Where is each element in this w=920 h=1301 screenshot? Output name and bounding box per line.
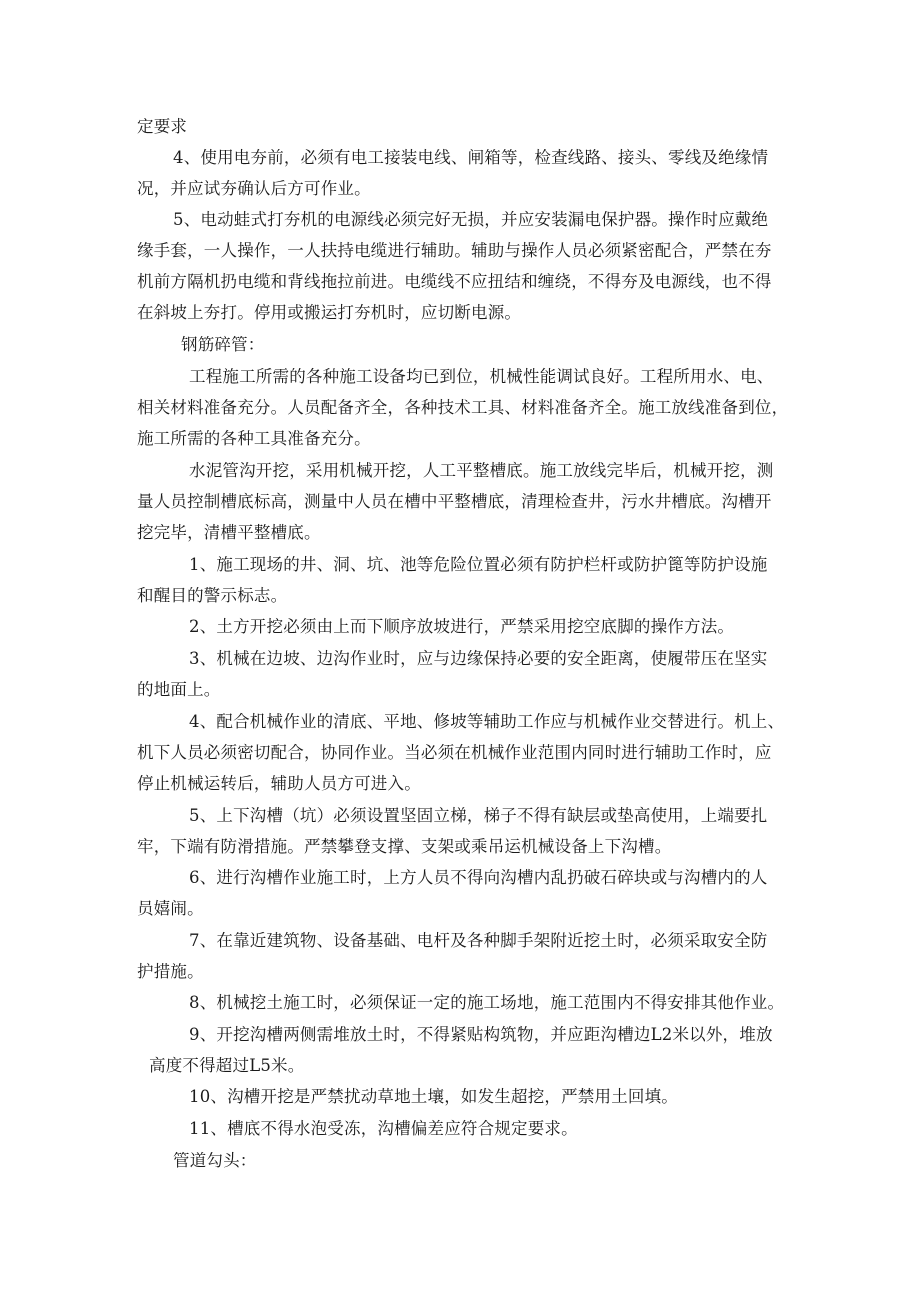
text-line: 10、沟槽开挖是严禁扰动草地土壤，如发生超挖，严禁用土回填。 xyxy=(189,1087,678,1106)
text-line: 在斜坡上夯打。停用或搬运打夯机时，应切断电源。 xyxy=(137,303,522,322)
text-line: 缘手套，一人操作，一人扶持电缆进行辅助。辅助与操作人员必须紧密配合，严禁在夯 xyxy=(137,241,772,260)
text-line: 机下人员必须密切配合，协同作业。当必须在机械作业范围内同时进行辅助工作时，应 xyxy=(137,743,772,762)
text-line: 4、配合机械作业的清底、平地、修坡等辅助工作应与机械作业交替进行。机上、 xyxy=(189,712,785,731)
text-line: 11、槽底不得水泡受冻，沟槽偏差应符合规定要求。 xyxy=(189,1119,578,1138)
text-line: 的地面上。 xyxy=(137,680,221,699)
text-line: 工程施工所需的各种施工设备均已到位，机械性能调试良好。工程所用水、电、 xyxy=(189,367,774,386)
text-line: 挖完毕，清槽平整槽底。 xyxy=(137,523,321,542)
text-line: 高度不得超过L5米。 xyxy=(149,1056,305,1075)
text-line: 9、开挖沟槽两侧需堆放土时，不得紧贴构筑物，并应距沟槽边L2米以外，堆放 xyxy=(189,1025,773,1044)
text-line: 和醒目的警示标志。 xyxy=(137,586,288,605)
text-line: 况，并应试夯确认后方可作业。 xyxy=(137,179,371,198)
text-line: 停止机械运转后，辅助人员方可进入。 xyxy=(137,774,421,793)
text-line: 护措施。 xyxy=(137,962,204,981)
text-line: 8、机械挖土施工时，必须保证一定的施工场地，施工范围内不得安排其他作业。 xyxy=(189,993,785,1012)
text-line: 5、上下沟槽（坑）必须设置坚固立梯，梯子不得有缺层或垫高使用，上端要扎 xyxy=(189,806,768,825)
text-line: 水泥管沟开挖，采用机械开挖，人工平整槽底。施工放线完毕后，机械开挖，测 xyxy=(189,461,774,480)
text-line: 量人员控制槽底标高，测量中人员在槽中平整槽底，清理检查井，污水井槽底。沟槽开 xyxy=(137,492,772,511)
text-line: 6、进行沟槽作业施工时，上方人员不得向沟槽内乱扔破石碎块或与沟槽内的人 xyxy=(189,868,768,887)
text-line: 相关材料准备充分。人员配备齐全，各种技术工具、材料准备齐全。施工放线准备到位， xyxy=(137,398,789,417)
text-line: 3、机械在边坡、边沟作业时，应与边缘保持必要的安全距离，使履带压在坚实 xyxy=(189,649,768,668)
text-line: 施工所需的各种工具准备充分。 xyxy=(137,429,371,448)
text-line: 2、土方开挖必须由上而下顺序放坡进行，严禁采用挖空底脚的操作方法。 xyxy=(189,617,735,636)
section-heading: 管道勾头： xyxy=(173,1151,257,1170)
section-heading: 钢筋碎管： xyxy=(181,335,265,354)
text-line: 7、在靠近建筑物、设备基础、电杆及各种脚手架附近挖土时，必须采取安全防 xyxy=(189,931,768,950)
text-line: 5、电动蛙式打夯机的电源线必须完好无损，并应安装漏电保护器。操作时应戴绝 xyxy=(173,210,769,229)
text-line: 4、使用电夯前，必须有电工接装电线、闸箱等，检查线路、接头、零线及绝缘情 xyxy=(173,148,769,167)
text-line: 员嬉闹。 xyxy=(137,899,204,918)
text-line: 牢，下端有防滑措施。严禁攀登支撑、支架或乘吊运机械设备上下沟槽。 xyxy=(137,837,672,856)
text-line: 1、施工现场的井、洞、坑、池等危险位置必须有防护栏杆或防护篦等防护设施 xyxy=(189,555,768,574)
text-line: 定要求 xyxy=(137,117,188,136)
text-line: 机前方隔机扔电缆和背线拖拉前进。电缆线不应扭结和缠绕，不得夯及电源线，也不得 xyxy=(137,272,772,291)
